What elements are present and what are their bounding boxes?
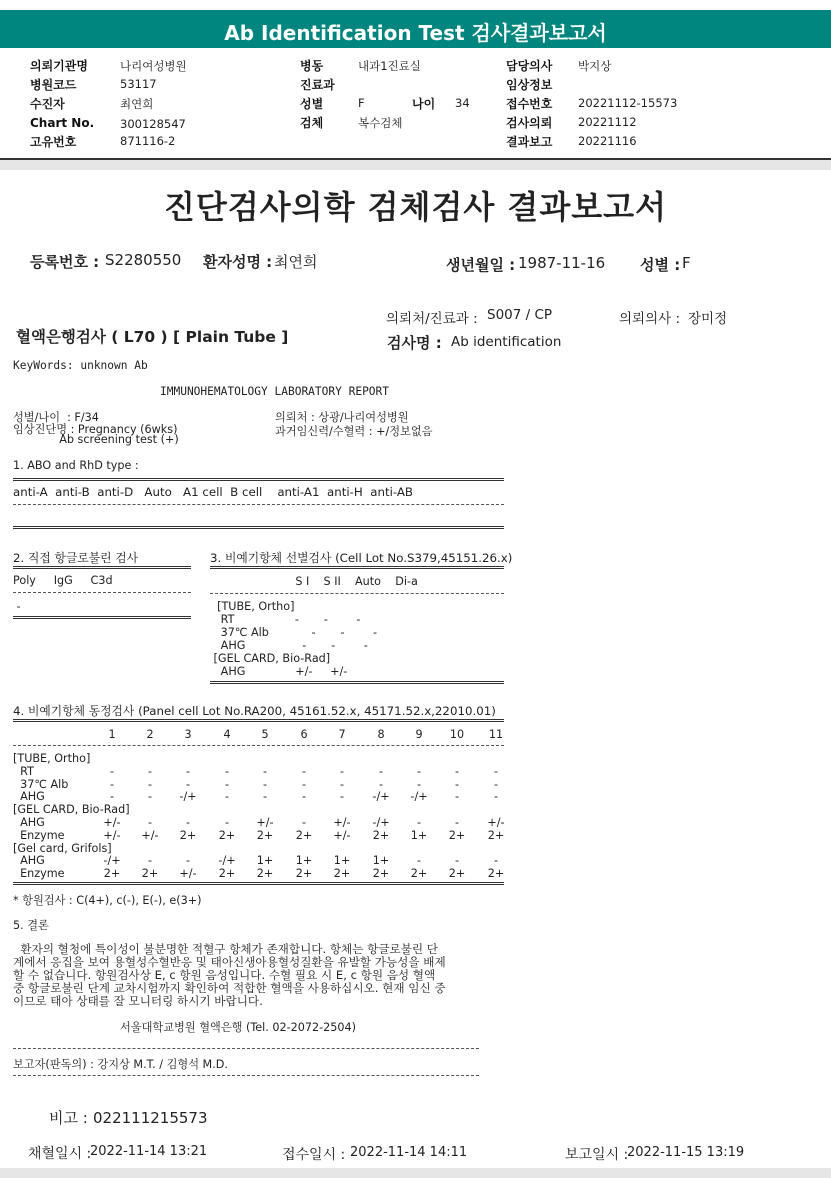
panel-row-label: Enzyme <box>13 867 65 881</box>
panel-cell: - <box>454 777 460 791</box>
test-label: 검사명 : <box>387 334 442 352</box>
rule <box>210 681 504 684</box>
panel-row-label: RT <box>13 764 34 778</box>
rule <box>13 882 504 885</box>
rule <box>13 504 504 505</box>
panel-cell: - <box>301 816 307 829</box>
panel-cell: - <box>262 764 268 778</box>
header-label: 검체 <box>300 116 324 130</box>
panel-column-header: 8 <box>377 728 385 741</box>
abo-header: anti-A anti-B anti-D Auto A1 cell B cell anti-A1 anti-H anti-AB <box>13 485 414 499</box>
receive-label: 접수일시 : <box>282 1147 346 1163</box>
rule <box>13 526 504 529</box>
screen-row: AHG +/- +/- <box>210 665 348 678</box>
conclusion-line: 환자의 혈청에 특이성이 불분명한 적혈구 항체가 존재합니다. 항체는 항글로불린 단 <box>13 942 439 956</box>
panel-cell: - <box>147 854 153 868</box>
panel-cell: +/- <box>103 828 121 842</box>
panel-cell: - <box>493 764 499 778</box>
conclusion-line: 할 수 없습니다. 항원검사상 E, c 항원 음성입니다. 수혈 필요 시 E, c 항원 음성 혈액 <box>13 968 436 982</box>
conclusion-line: 중 항글로불린 단계 교차시험까지 확인하여 적합한 혈액을 사용하십시오. 현재 임신 중 <box>13 981 446 995</box>
panel-cell: - <box>147 790 153 804</box>
panel-cell: - <box>493 790 499 804</box>
doctor-value: 장미정 <box>688 311 728 327</box>
panel-cell: - <box>109 790 115 804</box>
screen-row: AHG - - - <box>210 639 368 652</box>
header-value: 300128547 <box>120 117 186 131</box>
panel-cell: - <box>224 790 230 804</box>
panel-cell: 1+ <box>256 854 274 868</box>
panel-cell: - <box>262 777 268 791</box>
panel-cell: - <box>109 764 115 778</box>
panel-cell: 1+ <box>410 828 428 842</box>
header-value: 20221116 <box>578 134 637 148</box>
collect-value: 2022-11-14 13:21 <box>90 1144 208 1159</box>
panel-column-header: 11 <box>488 728 504 741</box>
panel-cell: 1+ <box>372 854 390 868</box>
rule <box>13 1048 479 1049</box>
panel-cell: 2+ <box>372 828 390 842</box>
screen-title: 3. 비예기항체 선별검사 (Cell Lot No.S379,45151.26.x) <box>210 551 513 565</box>
lab-title: IMMUNOHEMATOLOGY LABORATORY REPORT <box>160 385 390 398</box>
panel-cell: - <box>185 816 191 829</box>
panel-cell: 2+ <box>372 867 390 881</box>
header-label: 검사의뢰 <box>506 116 553 130</box>
requester: 의뢰처 : 상광/나리여성병원 <box>275 411 409 424</box>
doctor-label: 의뢰의사 : <box>619 311 681 327</box>
header-value: 박지상 <box>578 59 612 73</box>
panel-column-header: 6 <box>300 728 308 741</box>
panel-cell: - <box>339 790 345 804</box>
panel-cell: +/- <box>141 828 159 842</box>
header-label: 담당의사 <box>506 59 553 73</box>
transfusion-history: 과거임신력/수혈력 : +/정보없음 <box>275 425 433 438</box>
panel-column-header: 2 <box>146 728 154 741</box>
panel-cell: 1+ <box>333 854 351 868</box>
report-value: 2022-11-15 13:19 <box>627 1145 745 1160</box>
dept-value: S007 / CP <box>487 307 553 323</box>
report-title: 진단검사의학 검체검사 결과보고서 <box>164 188 667 226</box>
clinical-diagnosis: 임상진단명 : Pregnancy (6wks) <box>13 423 178 436</box>
panel-cell: - <box>416 764 422 778</box>
panel-cell: 2+ <box>333 867 351 881</box>
note-value: 022111215573 <box>93 1109 208 1127</box>
header-value: 나리여성병원 <box>120 59 187 73</box>
screen-row: [TUBE, Ortho] <box>210 600 295 613</box>
panel-cell: - <box>416 816 422 829</box>
panel-cell: +/- <box>333 816 351 829</box>
header-value: 20221112-15573 <box>578 96 678 110</box>
section-title: 혈액은행검사 ( L70 ) [ Plain Tube ] <box>16 328 289 346</box>
panel-row-label: AHG <box>13 854 45 868</box>
panel-column-header: 1 <box>108 728 116 741</box>
reporter: 보고자(판독의) : 강지상 M.T. / 김형석 M.D. <box>13 1058 228 1071</box>
panel-cell: +/- <box>487 816 505 829</box>
panel-cell: -/+ <box>103 854 121 868</box>
screen-row: 37℃ Alb - - - <box>210 626 378 639</box>
conclusion-line: 이므로 태아 상태를 잘 모니터링 하시기 바랍니다. <box>13 994 263 1008</box>
blood-bank: 서울대학교병원 혈액은행 (Tel. 02-2072-2504) <box>120 1021 357 1034</box>
header-label: 진료과 <box>300 78 335 92</box>
panel-cell: 2+ <box>179 828 197 842</box>
header-value: 최연희 <box>120 97 154 111</box>
panel-cell: +/- <box>103 816 121 829</box>
screen-row: RT - - - <box>210 613 361 626</box>
abo-title: 1. ABO and RhD type : <box>13 459 139 472</box>
header-label: Chart No. <box>30 116 95 130</box>
panel-cell: - <box>378 764 384 778</box>
panel-cell: 2+ <box>487 867 505 881</box>
panel-cell: 2+ <box>410 867 428 881</box>
panel-cell: - <box>493 777 499 791</box>
dat-header: Poly IgG C3d <box>13 574 113 587</box>
dept-label: 의뢰처/진료과 : <box>386 311 478 327</box>
panel-cell: - <box>109 777 115 791</box>
panel-cell: - <box>147 816 153 829</box>
panel-cell: 1+ <box>295 854 313 868</box>
panel-cell: +/- <box>179 867 197 881</box>
title-bar-text: Ab Identification Test 검사결과보고서 <box>224 21 607 45</box>
reg-value: S2280550 <box>105 251 182 269</box>
panel-cell: - <box>224 816 230 829</box>
sex-value: F <box>682 254 691 272</box>
panel-cell: - <box>378 777 384 791</box>
keywords: KeyWords: unknown Ab <box>13 359 148 372</box>
report-label: 보고일시 : <box>565 1147 629 1163</box>
header-value: 53117 <box>120 77 157 91</box>
header-value: 복수검체 <box>358 116 403 130</box>
panel-cell: - <box>301 790 307 804</box>
panel-cell: - <box>301 777 307 791</box>
page-top-band <box>0 160 831 170</box>
sex-label: 성별 : <box>640 256 681 274</box>
panel-cell: - <box>147 777 153 791</box>
panel-cell: 2+ <box>295 828 313 842</box>
panel-cell: - <box>339 764 345 778</box>
panel-column-header: 3 <box>184 728 192 741</box>
rule <box>13 616 191 619</box>
rule <box>13 478 504 481</box>
panel-cell: - <box>262 790 268 804</box>
panel-column-header: 4 <box>223 728 231 741</box>
panel-cell: - <box>185 764 191 778</box>
panel-cell: - <box>454 764 460 778</box>
panel-row-label: 37℃ Alb <box>13 777 69 791</box>
name-value: 최연희 <box>274 253 318 271</box>
panel-cell: 2+ <box>218 867 236 881</box>
panel-cell: - <box>416 777 422 791</box>
header-value: 내과1진료실 <box>358 59 421 73</box>
panel-cell: - <box>185 777 191 791</box>
panel-cell: - <box>493 854 499 868</box>
panel-column-header: 5 <box>261 728 269 741</box>
header-label: 결과보고 <box>506 135 553 149</box>
panel-cell: -/+ <box>218 854 236 868</box>
panel-row-label: AHG <box>13 790 45 804</box>
receive-value: 2022-11-14 14:11 <box>350 1145 468 1160</box>
panel-cell: 2+ <box>103 867 121 881</box>
panel-column-header: 10 <box>449 728 465 741</box>
panel-cell: - <box>454 854 460 868</box>
panel-cell: 2+ <box>448 867 466 881</box>
conclusion-line: 계에서 응집을 보여 용혈성수혈반응 및 태아신생아용혈성질환을 유발할 가능성을 배제 <box>13 955 446 969</box>
header-label: 의뢰기관명 <box>30 59 88 73</box>
rule <box>210 593 504 594</box>
header-value: 20221112 <box>578 115 637 129</box>
panel-cell: - <box>454 790 460 804</box>
panel-row-label: Enzyme <box>13 828 65 842</box>
header-label: 병원코드 <box>30 78 77 92</box>
rule <box>13 566 191 569</box>
panel-cell: 2+ <box>256 867 274 881</box>
collect-label: 채혈일시 : <box>28 1146 92 1162</box>
header-value: 871116-2 <box>120 134 176 148</box>
dat-values: - <box>13 600 21 613</box>
panel-cell: -/+ <box>372 816 390 829</box>
panel-cell: - <box>339 777 345 791</box>
rule <box>13 592 191 593</box>
conclusion-title: 5. 결론 <box>13 919 49 932</box>
header-label: 병동 <box>300 59 324 73</box>
reg-label: 등록번호 : <box>30 253 100 271</box>
panel-cell: - <box>147 764 153 778</box>
header-label: 접수번호 <box>506 97 553 111</box>
title-bar <box>0 10 831 48</box>
header-value: 34 <box>455 96 470 110</box>
panel-cell: - <box>224 764 230 778</box>
dob-value: 1987-11-16 <box>518 254 606 272</box>
clinical-diagnosis-2: Ab screening test (+) <box>13 433 179 446</box>
header-label: 고유번호 <box>30 135 77 149</box>
panel-cell: - <box>224 777 230 791</box>
header-label: 임상정보 <box>506 78 553 92</box>
panel-cell: 2+ <box>448 828 466 842</box>
panel-group-label: [TUBE, Ortho] <box>13 752 91 765</box>
header-label: 나이 <box>412 97 436 111</box>
rule <box>13 745 504 746</box>
panel-cell: - <box>454 816 460 829</box>
panel-cell: -/+ <box>410 790 428 804</box>
page-bottom-band <box>0 1168 831 1178</box>
screen-header: S I S II Auto Di-a <box>210 575 418 588</box>
antigen-result: * 항원검사 : C(4+), c(-), E(-), e(3+) <box>13 894 202 907</box>
dob-label: 생년월일 : <box>446 256 516 274</box>
panel-cell: - <box>301 764 307 778</box>
panel-cell: -/+ <box>179 790 197 804</box>
panel-column-header: 9 <box>415 728 423 741</box>
panel-group-label: [GEL CARD, Bio-Rad] <box>13 803 130 817</box>
panel-cell: 2+ <box>141 867 159 881</box>
panel-cell: 2+ <box>218 828 236 842</box>
panel-cell: - <box>416 854 422 868</box>
test-value: Ab identification <box>451 334 562 350</box>
header-label: 성별 <box>300 97 324 111</box>
rule <box>210 566 504 569</box>
panel-row-label: AHG <box>13 816 45 829</box>
panel-cell: 2+ <box>295 867 313 881</box>
header-label: 수진자 <box>30 97 65 111</box>
rule <box>13 1075 479 1076</box>
rule <box>13 719 504 722</box>
note-label: 비고 : <box>49 1109 88 1127</box>
dat-title: 2. 직접 항글로불린 검사 <box>13 551 139 565</box>
panel-title: 4. 비예기항체 동정검사 (Panel cell Lot No.RA200, 45161.52.x, 45171.52.x,22010.01) <box>13 704 496 718</box>
panel-group-label: [Gel card, Grifols] <box>13 841 112 855</box>
patient-sexage: 성별/나이 : F/34 <box>13 411 99 424</box>
panel-column-header: 7 <box>338 728 346 741</box>
panel-cell: 2+ <box>487 828 505 842</box>
panel-cell: +/- <box>333 828 351 842</box>
panel-cell: +/- <box>256 816 274 829</box>
header-value: F <box>358 96 365 110</box>
panel-cell: - <box>185 854 191 868</box>
screen-row: [GEL CARD, Bio-Rad] <box>210 652 331 665</box>
panel-cell: -/+ <box>372 790 390 804</box>
panel-cell: 2+ <box>256 828 274 842</box>
name-label: 환자성명 : <box>203 253 273 271</box>
